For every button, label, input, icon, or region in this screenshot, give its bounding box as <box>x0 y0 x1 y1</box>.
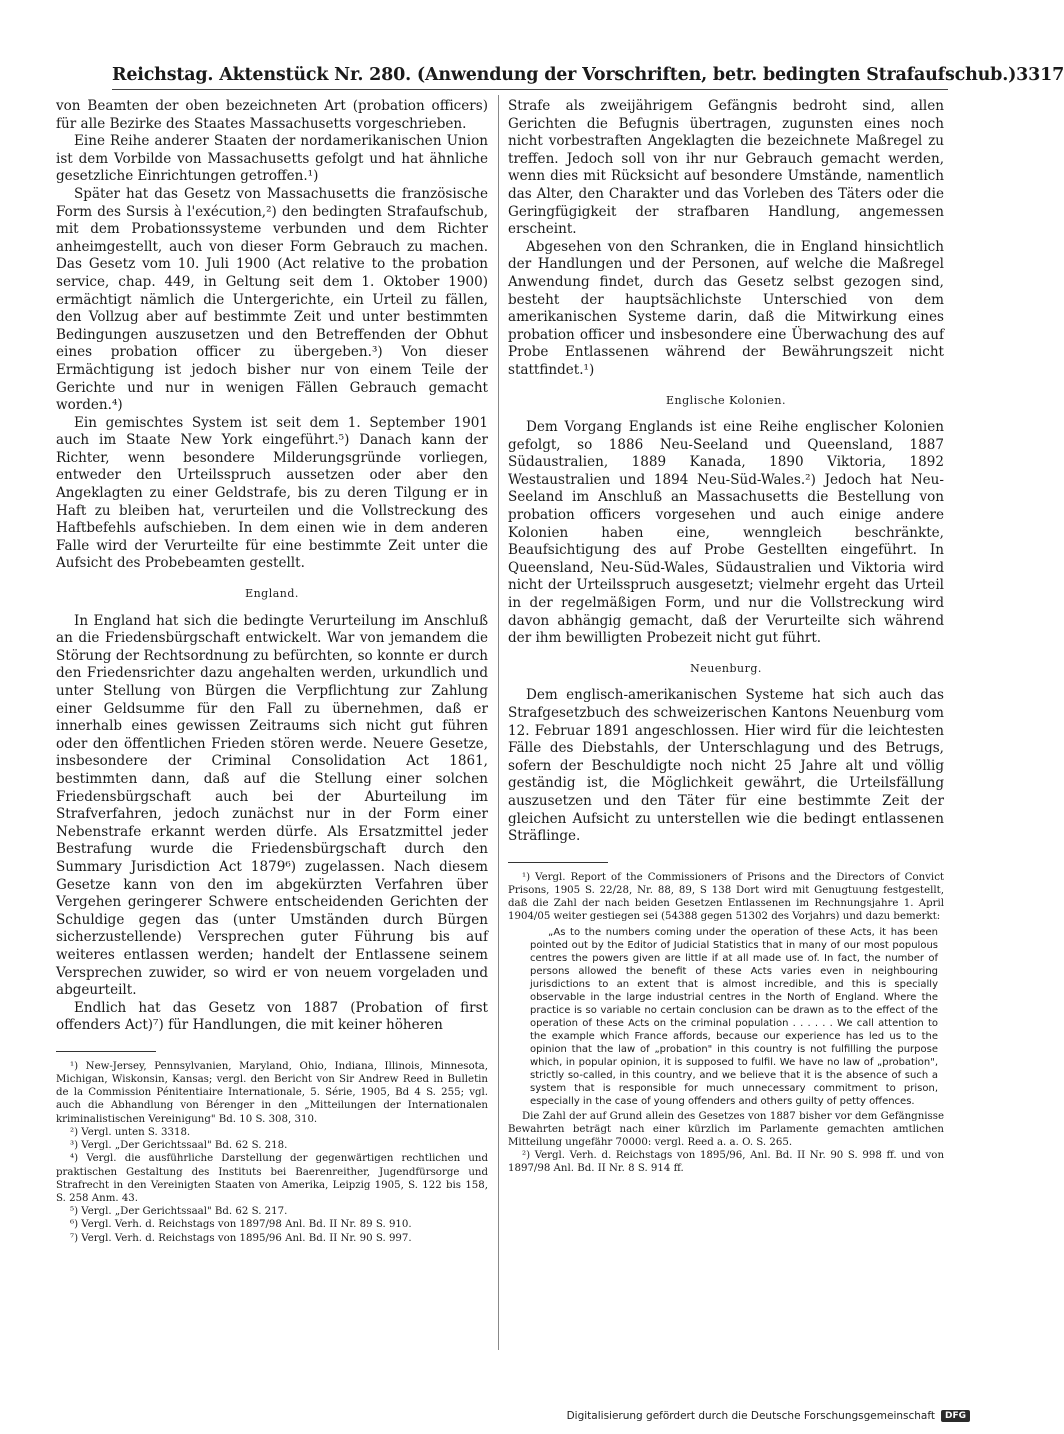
digitization-credit <box>567 1410 970 1422</box>
page-header <box>112 58 1064 90</box>
footnote-quote: „As to the numbers coming under the operation of these Acts, it has been pointed out by the Editor of Judicial Statistics that in many of our most populous centres the powers given are little if at all made use of. In fact, the number of persons allowed the benefit of these Acts varies even in neighbouring jurisdictions to an extent that is almost incredible, and this is specially observable in the large industrial centres in the North of England. Where the practice is so variable no certain conclusion can be drawn as to the effect of the operation of these Acts on the criminal population . . . . . . We call attention to the example which France affords, because our experience has led us to the opinion that the law of „probation" in this country is not fulfilling the purpose which, in popular opinion, it is supposed to fulfil. We have no law of „probation", strictly so-called, in this country, and we believe that it is the absence of such a system that is responsible for much unnecessary commitment to prison, especially in the case of young offenders and others guilty of petty offences. <box>530 926 938 1107</box>
page-number: 3317 <box>1016 65 1064 85</box>
footnote: Die Zahl der auf Grund allein des Gesetzes von 1887 bisher vor dem Gefängnisse Bewahrten beträgt nach einer kürzlich im Parlamente gemachten amtlichen Mitteilung ungefähr 70000: vergl. Reed a. a. O. S. 265. <box>508 1110 944 1148</box>
column-divider <box>498 95 499 1350</box>
paragraph: Später hat das Gesetz von Massachusetts die französische Form des Sursis à l'exécution,²) den bedingten Strafaufschub, mit dem Probationssysteme verbunden und dem Richter anheimgestellt, auch von dieser Form Gebrauch zu machen. Das Gesetz vom 10. Juli 1900 (Act relative to the probation service, chap. 449, in Geltung seit dem 1. Oktober 1900) ermächtigt nämlich die Untergerichte, ein Urteil zu fällen, den Vollzug aber auf bestimmte Zeit und unter bestimmten Bedingungen auszusetzen und den Betreffenden der Obhut eines probation officer zu übergeben.³) Von dieser Ermächtigung ist jedoch bisher nur von einem Teile der Gerichte und nur in wenigen Fällen Gebrauch gemacht worden.⁴) <box>56 185 488 414</box>
dfg-logo: DFG <box>941 1410 970 1422</box>
paragraph: von Beamten der oben bezeichneten Art (probation officers) für alle Bezirke des Staates Massachusetts vorgeschrieben. <box>56 98 488 132</box>
right-column <box>508 98 944 1176</box>
footnote: ¹) Vergl. Report of the Commissioners of Prisons and the Directors of Convict Prisons, 1905 S. 22/28, Nr. 88, 89, S 138 Dort wird mit Genugtuung festgestellt, daß die Zahl der nach beiden Gesetzen Entlassenen im Rechnungsjahre 1. April 1904/05 weiter gestiegen sei (54388 gegen 51302 des Vorjahrs) und dazu bemerkt: <box>508 871 944 923</box>
paragraph: Abgesehen von den Schranken, die in England hinsichtlich der Handlungen und der Personen, auf welche die Maßregel Anwendung findet, durch das Gesetz selbst gezogen sind, besteht der hauptsächlichste Unterschied von dem amerikanischen Systeme darin, daß die Mitwirkung eines probation officer und insbesondere eine Überwachung des auf Probe Entlassenen während der Bewährungszeit nicht stattfindet.¹) <box>508 238 944 378</box>
paragraph: Eine Reihe anderer Staaten der nordamerikanischen Union ist dem Vorbilde von Massachusetts gefolgt und hat ähnliche gesetzliche Einrichtungen getroffen.¹) <box>56 133 488 185</box>
paragraph: Dem englisch-amerikanischen Systeme hat sich auch das Strafgesetzbuch des schweizerischen Kantons Neuenburg vom 12. Februar 1891 angeschlossen. Hier wird für die leichtesten Fälle des Diebstahls, der Unterschlagung und des Betrugs, sofern der Beschuldigte noch nicht 25 Jahre alt und völlig geständig ist, die Möglichkeit gewährt, die Urteilsfällung auszusetzen und den Täter für eine bestimmte Zeit der gleichen Aufsicht zu unterstellen wie die bedingt entlassenen Sträflinge. <box>508 687 944 845</box>
section-heading-england: England. <box>245 587 299 601</box>
paragraph: Strafe als zweijährigem Gefängnis bedroht sind, allen Gerichten die Befugnis übertragen, zugunsten eines noch nicht vorbestraften Angeklagten die bezeichnete Maßregel zu treffen. Jedoch soll von ihr nur Gebrauch gemacht werden, wenn dies mit Rücksicht auf besondere Umstände, namentlich das Alter, den Charakter und das Vorleben des Täters oder die Geringfügigkeit der strafbaren Handlung, angemessen erscheint. <box>508 98 944 238</box>
section-heading-neuenburg: Neuenburg. <box>690 661 762 675</box>
paragraph: Endlich hat das Gesetz von 1887 (Probation of first offenders Act)⁷) für Handlungen, die mit keiner höheren <box>56 999 488 1034</box>
footnote-separator <box>508 862 608 863</box>
footnote: ⁵) Vergl. „Der Gerichtssaal" Bd. 62 S. 217. <box>70 1206 288 1218</box>
footnote: ⁷) Vergl. Verh. d. Reichstags von 1895/96 Anl. Bd. II Nr. 90 S. 997. <box>70 1232 412 1244</box>
footnote: ¹) New-Jersey, Pennsylvanien, Maryland, Ohio, Indiana, Illinois, Minnesota, Michigan, Wiskonsin, Kansas; vergl. den Bericht von Sir Andrew Reed in Bulletin de la Commission Pénitentiaire Internationale, 5. Série, 1905, Bd 4 S. 255; vgl. auch die Abhandlung von Bérenger in den „Mitteilungen der Internationalen kriminalistischen Vereinigung" Bd. 10 S. 308, 310. <box>56 1060 488 1125</box>
footnote: ³) Vergl. „Der Gerichtssaal" Bd. 62 S. 218. <box>70 1140 288 1152</box>
paragraph: Ein gemischtes System ist seit dem 1. September 1901 auch im Staate New York eingeführt.⁵) Danach kann der Richter, wenn besondere Milderungsgründe vorliegen, entweder den Urteilsspruch aussetzen oder aber den Angeklagten zu einer Geldstrafe, bis zu deren Tilgung er in Haft zu bleiben hat, verurteilen und die Vollstreckung des Haftbefehls aufschieben. In dem einen wie in dem anderen Falle wird der Verurteilte für eine bestimmte Zeit unter die Aufsicht des Probebeamten gestellt. <box>56 414 488 572</box>
paragraph: Dem Vorgang Englands ist eine Reihe englischer Kolonien gefolgt, so 1886 Neu-Seeland und Queensland, 1887 Südaustralien, 1889 Kanada, 1890 Viktoria, 1892 Westaustralien und 1894 Neu-Süd-Wales.²) Jedoch hat Neu-Seeland im Anschluß an Massachusetts die Bestellung von probation officers vorgesehen und auch einige andere Kolonien haben eine, wenngleich beschränkte, Beaufsichtigung des auf Probe Gestellten eingeführt. In Queensland, Neu-Süd-Wales, Südaustralien und Viktoria wird nicht der Urteilsspruch ausgesetzt; vielmehr ergeht das Urteil in der regelmäßigen Form, und nur die Vollstreckung wird davon abhängig gemacht, daß der Verurteilte sich während der ihm bewilligten Probezeit nicht gut führt. <box>508 419 944 647</box>
left-column <box>56 98 488 1245</box>
footnote: ⁴) Vergl. die ausführliche Darstellung der gegenwärtigen rechtlichen und praktischen Gestaltung des Instituts bei Baerenreither, Jugendfürsorge und Strafrecht in den Vereinigten Staaten von Amerika, Leipzig 1905, S. 122 bis 158, S. 258 Anm. 43. <box>56 1153 488 1204</box>
footnote: ⁶) Vergl. Verh. d. Reichstags von 1897/98 Anl. Bd. II Nr. 89 S. 910. <box>70 1219 412 1231</box>
footnote: ²) Vergl. Verh. d. Reichstags von 1895/96, Anl. Bd. II Nr. 90 S. 998 ff. und von 1897/98 Anl. Bd. II Nr. 8 S. 914 ff. <box>508 1150 944 1175</box>
credit-text: Digitalisierung gefördert durch die Deutsche Forschungsgemeinschaft <box>566 1410 935 1422</box>
header-title: Reichstag. Aktenstück Nr. 280. (Anwendung der Vorschriften, betr. bedingten Strafaufschub.) <box>112 65 1017 85</box>
paragraph: In England hat sich die bedingte Verurteilung im Anschluß an die Friedensbürgschaft entwickelt. War von jemandem die Störung der Rechtsordnung zu befürchten, so konnte er durch den Friedensrichter dazu angehalten werden, urkundlich und unter Stellung von Bürgen die Verpflichtung zur Zahlung einer Geldsumme für den Fall zu übernehmen, daß er innerhalb eines gewissen Zeitraums sich nicht gut führen oder den öffentlichen Frieden stören werde. Neuere Gesetze, insbesondere der Criminal Consolidation Act 1861, bestimmten dann, daß auf die Stellung einer solchen Friedensbürgschaft auch bei der Aburteilung im Strafverfahren, jedoch zunächst nur in der Form einer Nebenstrafe erkannt werden dürfe. Als Ersatzmittel jeder Bestrafung wurde die Friedensbürgschaft durch den Summary Jurisdiction Act 1879⁶) zugelassen. Nach diesem Gesetze kann von den im abgekürzten Verfahren über Vergehen geringerer Schwere entscheidenden Gerichten der Schuldige gegen das (unter Umständen durch Bürgen sicherzustellende) Versprechen guter Führung bis auf weiteres entlassen werden; handelt der Entlassene seinem Versprechen zuwider, so wird er von neuem vorgeladen und abgeurteilt. <box>56 612 488 999</box>
footnote: ²) Vergl. unten S. 3318. <box>70 1126 191 1138</box>
footnote-separator <box>56 1051 156 1052</box>
section-heading-colonies: Englische Kolonien. <box>666 393 786 407</box>
